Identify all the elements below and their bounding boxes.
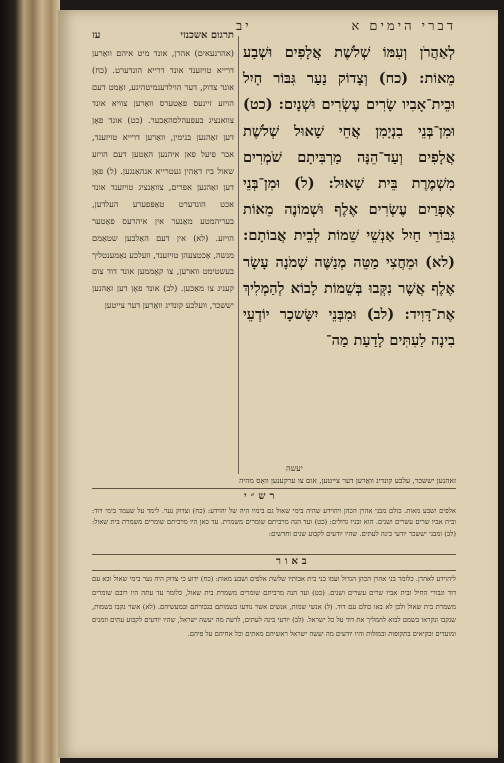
column-divider — [238, 36, 239, 474]
running-head-chapter: יב — [236, 19, 252, 34]
rashi-title: רש״י — [244, 491, 279, 502]
yiddish-column-header — [92, 30, 234, 41]
running-head-title: דברי הימים א — [351, 19, 456, 34]
rashi-top-rule — [92, 488, 456, 489]
yiddish-column-title: תרגום אשכנזי — [180, 30, 234, 41]
rashi-commentary-text: אלפים ושבע מאות. כולם מבני אהרן הכהן ויהוידע שהיה בימי שאול גם בימיו היה של יהוידע: (כח) וצדוק נער. לימד על שעמד בימי דוד: ובית אביו שרים עשרים ושנים. הוא ובניו גדולים: (כט) ועד הנה מרביתם שומרים משמרת. עד כאן היו מרביתם שומרים משמרת בית שאול: (לב) ומבני יששכר יודעי בינה לעתים. שהיו יודעים לקבוע שנים וחדשים: — [92, 507, 456, 538]
catchword: יעשה — [286, 464, 303, 473]
biur-commentary-text: ליהוידע לאהרן. כלומר בני אהרן הכהן הגדול ועמו בני בית אבותיו שלשת אלפים ושבע מאות: (כח) ידוע כי צדוק היה נער בימי שאול ובא עם דוד וגבורי החיל ובית אביו שרים עשרים ושנים. (כט) ועד הנה מרביתם שומרים משמרת בית שאול, כלומר עד עתה היו רובם שומרים משמרת בית שאול ולכן לא באו כולם עם דוד. (ל) אנשי שמות, אנשים אשר נודעו בשמותם בגבורתם ובמעשיהם. (לא) אשר נקבו בשמות, שנקבו ונקראו בשמם לבוא להמליך את דוד על כל ישראל. (לב) יודעי בינה לעתים, לדעת מה יעשה ישראל, שהיו יודעים לקבוע עתים וזמנים ומועדים ובקיאים בתקופות ובמזלות והיו יודעים מה יעשה ישראל ראשיהם מאתים וכל אחיהם על פיהם. — [92, 575, 456, 639]
yiddish-column-text: (אהרנעאים) אהרן, אונד מיט איהם וואַרען דרייא טויזענד אונד דרייא הונדערט. (כח) אונד צדוק, דער הוילדענמיטהיגע, זאַמט דעם הויזע זיינעס פאַטערס וואַרען צוויא אונד צוואנציג בעפעהלסהאַבער. (כט) אונד פאָן דען זאַהנען בנימין, וואַרען דרייא טויזענד, אבר פיעל פאן איהנען האַטען דעם הויזע שאול ביז דאַהין געטרייא אנהאַנגען. (ל) פאָן דען זאַהנען אפרים, צוואַנציג טויזענד אונד אכט הונדערט טאַפּפערע העלדען, בעריהמטע מאַנער אין איהרעס פאַטער הויזע. (לא) אין דעם האַלבען שטאַמם מנשה, אַכטצעהן טויזענד, וועלכע נאַמענטליך בעשטימט ווארען, צו קאָממען אונד דוד צום קעניג צו מאַכען. (לב) אונד פאָן דען זאַהנען יששכר, וועלכע קונדיג וואַרען דער צייטען — [92, 48, 234, 310]
yiddish-footline: זאהנען יששכר, עלבע קונדיג וואַרען דער צייטען, אום צו ערקענען וואָס מהיה — [239, 476, 456, 485]
book-page — [58, 10, 498, 758]
running-head — [236, 18, 456, 38]
hebrew-scripture-text: לְאַהֲרֹן וְעִמּוֹ שְׁלֹשֶׁת אֲלָפִים וּשְׁבַע מֵאוֹת: (כח) וְצָדוֹק נַעַר גִּבּוֹר חָיִל וּבֵית־אָבִיו שָׂרִים עֶשְׂרִים וּשְׁנָיִם: (כט) וּמִן־בְּנֵי בִנְיָמִן אֲחֵי שָׁאוּל שְׁלֹשֶׁת אֲלָפִים וְעַד־הֵנָּה מַרְבִּיתָם שֹׁמְרִים מִשְׁמֶרֶת בֵּית שָׁאוּל: (ל) וּמִן־בְּנֵי אֶפְרַיִם עֶשְׂרִים אֶלֶף וּשְׁמוֹנֶה מֵאוֹת גִּבּוֹרֵי חַיִל אַנְשֵׁי שֵׁמוֹת לְבֵית אֲבוֹתָם: (לא) וּמֵחֲצִי מַטֵּה מְנַשֶּׁה שְׁמֹנָה עָשָׂר אֶלֶף אֲשֶׁר נִקְּבוּ בְּשֵׁמוֹת לָבוֹא לְהַמְלִיךְ אֶת־דָּוִיד: (לב) וּמִבְּנֵי יִשָּׂשכָר יוֹדְעֵי בִינָה לַעִתִּים לָדַעַת מַה־ — [243, 44, 455, 350]
book-spine-edge — [0, 0, 60, 763]
biur-top-rule — [92, 554, 456, 555]
yiddish-verse-ref: עז — [92, 30, 101, 41]
biur-title-rule — [92, 570, 456, 571]
biur-title: באור — [276, 556, 311, 567]
yiddish-translation-column — [92, 30, 234, 474]
